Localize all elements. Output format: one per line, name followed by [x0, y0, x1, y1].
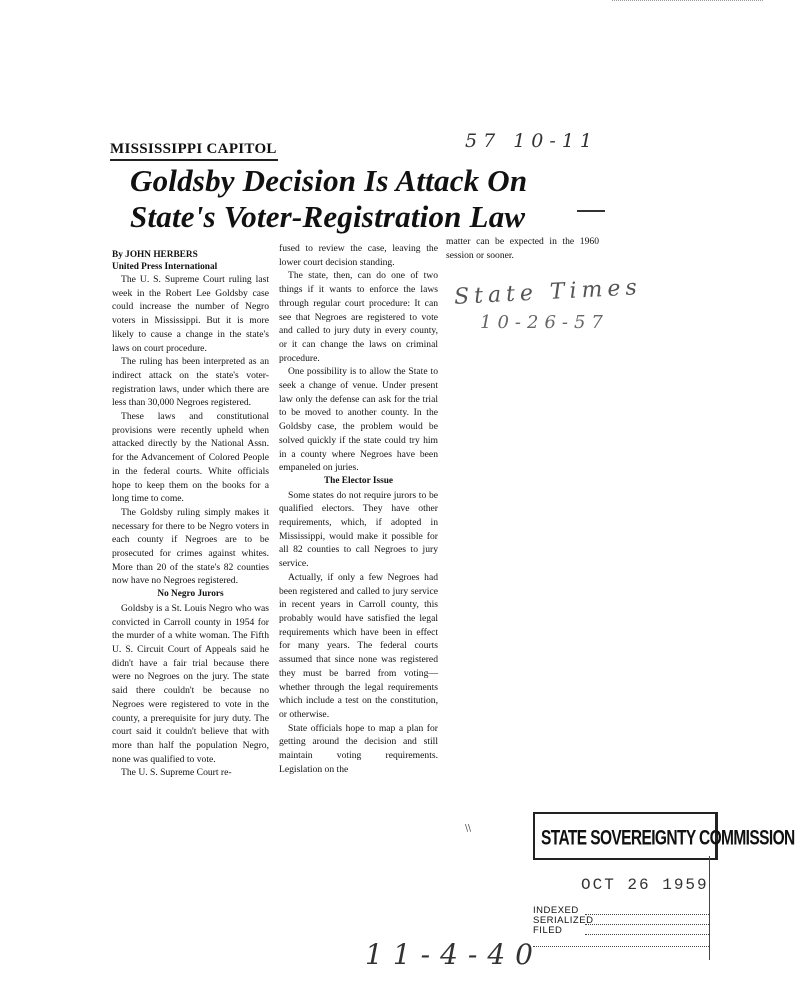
article-column-1	[112, 249, 269, 780]
handwritten-source-date: 10-26-57	[480, 312, 609, 333]
stamp-line	[585, 914, 709, 915]
handwritten-date-top: 57 10-11	[465, 130, 598, 152]
paragraph: The state, then, can do one of two things if it wants to enforce the laws through regular court procedure: It can see that Negroes are registered to vote and called to jury duty in every county, or it can change the laws on criminal procedure.	[279, 270, 438, 364]
paragraph: Some states do not require jurors to be qualified electors. They have other requirements, which, if adopted in Mississippi, would make it possible for all 82 counties to call Negroes to jury service.	[279, 489, 438, 570]
paragraph: State officials hope to map a plan for getting around the decision and still maintain voting requirements. Legislation on the	[279, 722, 438, 775]
commission-stamp	[533, 812, 795, 964]
section-heading: MISSISSIPPI CAPITOL	[110, 141, 277, 157]
paragraph: The Goldsby ruling simply makes it necessary for there to be Negro voters in each county if Negroes are to be prosecuted for crimes against whites. More than 20 of the state's 82 counties now have no Negroes registered.	[112, 506, 269, 587]
paragraph: The U. S. Supreme Court ruling last week in the Robert Lee Goldsby case could increase the number of Negro voters in Mississippi. But it is more likely to cause a change in the state's laws on court procedure.	[112, 274, 269, 354]
top-edge-dots	[612, 0, 763, 1]
byline-name: By JOHN HERBERS	[112, 250, 198, 260]
stamp-line	[585, 934, 709, 935]
paragraph: Goldsby is a St. Louis Negro who was convicted in Carroll county in 1954 for the murder of a white woman. The Fifth U. S. Circuit Court of Appeals said he didn't have a fair trial because there were no Negroes on the jury. The state said there couldn't be because no Negroes were registered to vote in the county, a prerequisite for jury duty. The court said it couldn't believe that with more than half the population Negro, none was qualified to vote.	[112, 602, 269, 765]
stamp-line	[585, 924, 709, 925]
article-column-3	[446, 235, 599, 262]
stamp-right-edge	[709, 856, 710, 960]
subhead-elector-issue: The Elector Issue	[323, 475, 394, 486]
stamp-date: OCT 26 1959	[581, 876, 709, 894]
margin-mark: \\	[465, 824, 472, 834]
handwritten-source-note: State Times	[453, 275, 643, 310]
paragraph: One possibility is to allow the State to seek a change of venue. Under present law only the defense can ask for the trial to be moved to another county. In the Goldsby case, the problem would be solved quickly if the state could try him in a county where Negroes have been empaneled on juries.	[279, 366, 438, 474]
stamp-title: STATE SOVEREIGNTY COMMISSION	[541, 827, 795, 850]
stamp-line	[533, 946, 709, 947]
subhead-no-negro-jurors: No Negro Jurors	[157, 589, 224, 600]
paragraph: These laws and constitutional provisions were recently upheld when attacked directly by the National Assn. for the Advancement of Colored People in the federal courts. White officials hope to keep them on the books for a long time to come.	[112, 411, 269, 505]
paragraph: The ruling has been interpreted as an indirect attack on the state's voter-registration laws, under which there are less than 30,000 Negroes registered.	[112, 356, 269, 409]
paragraph: Actually, if only a few Negroes had been registered and called to jury service in recent years in Carroll county, this probably would have satisfied the legal requirements which have been in effect for many years. The federal courts assumed that since none was registered they must be barred from voting—whether through the legal requirements which include a test on the constitution, or otherwise.	[279, 571, 438, 720]
paragraph: matter can be expected in the 1960 session or sooner.	[446, 236, 599, 261]
stamp-label-serialized: SERIALIZED	[533, 915, 594, 926]
headline-line-2: State's Voter-Registration Law	[130, 199, 526, 234]
headline-line-1: Goldsby Decision Is Attack On	[130, 163, 528, 198]
headline-strike-mark	[577, 210, 605, 212]
stamp-title-box	[533, 812, 795, 860]
stamp-label-indexed: INDEXED	[533, 905, 579, 916]
paragraph: The U. S. Supreme Court re-	[121, 767, 232, 779]
article-column-2	[279, 242, 438, 776]
section-rule	[110, 159, 278, 161]
byline-org: United Press International	[112, 262, 218, 272]
stamp-label-filed: FILED	[533, 925, 563, 936]
handwritten-file-number: 11-4-40	[365, 938, 543, 971]
paragraph: fused to review the case, leaving the lower court decision standing.	[279, 243, 438, 268]
